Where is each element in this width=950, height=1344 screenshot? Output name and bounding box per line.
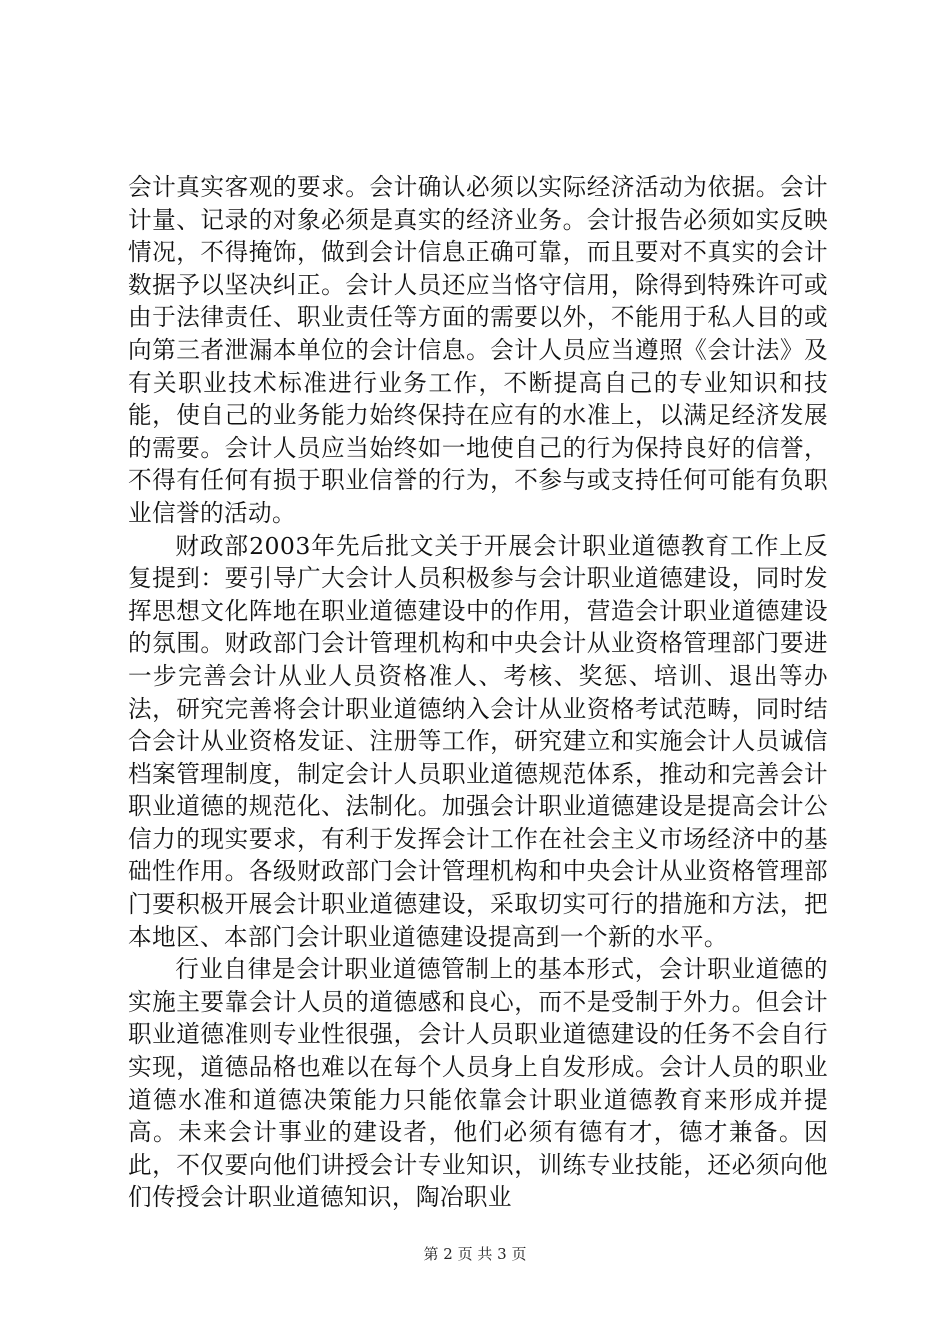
paragraph-2: 财政部2003年先后批文关于开展会计职业道德教育工作上反复提到：要引导广大会计人员积极参与会计职业道德建设，同时发挥思想文化阵地在职业道德建设中的作用，营造会计职业道德建设的氛围。财政部门会计管理机构和中央会计从业资格管理部门要进一步完善会计从业人员资格准人、考核、奖惩、培训、退出等办法，研究完善将会计职业道德纳入会计从业资格考试范畴，同时结合会计从业资格发证、注册等工作，研究建立和实施会计人员诚信档案管理制度，制定会计人员职业道德规范体系，推动和完善会计职业道德的规范化、法制化。加强会计职业道德建设是提高会计公信力的现实要求，有利于发挥会计工作在社会主义市场经济中的基础性作用。各级财政部门会计管理机构和中央会计从业资格管理部门要积极开展会计职业道德建设，采取切实可行的措施和方法，把本地区、本部门会计职业道德建设提高到一个新的水平。	[128, 531, 828, 951]
paragraph-1: 会计真实客观的要求。会计确认必须以实际经济活动为依据。会计计量、记录的对象必须是真实的经济业务。会计报告必须如实反映情况，不得掩饰，做到会计信息正确可靠，而且要对不真实的会计数据予以坚决纠正。会计人员还应当恪守信用，除得到特殊许可或由于法律责任、职业责任等方面的需要以外，不能用于私人目的或向第三者泄漏本单位的会计信息。会计人员应当遵照《会计法》及有关职业技术标准进行业务工作，不断提高自己的专业知识和技能，使自己的业务能力始终保持在应有的水准上，以满足经济发展的需要。会计人员应当始终如一地使自己的行为保持良好的信誉，不得有任何有损于职业信誉的行为，不参与或支持任何可能有负职业信誉的活动。	[128, 173, 828, 527]
paragraph-3: 行业自律是会计职业道德管制上的基本形式，会计职业道德的实施主要靠会计人员的道德感和良心，而不是受制于外力。但会计职业道德准则专业性很强，会计人员职业道德建设的任务不会自行实现，道德品格也难以在每个人员身上自发形成。会计人员的职业道德水准和道德决策能力只能依靠会计职业道德教育来形成并提高。未来会计事业的建设者，他们必须有德有才，德才兼备。因此，不仅要向他们讲授会计专业知识，训练专业技能，还必须向他们传授会计职业道德知识，陶冶职业	[128, 955, 828, 1212]
document-body	[128, 171, 828, 1214]
page-footer: 第 2 页 共 3 页	[423, 1245, 527, 1263]
